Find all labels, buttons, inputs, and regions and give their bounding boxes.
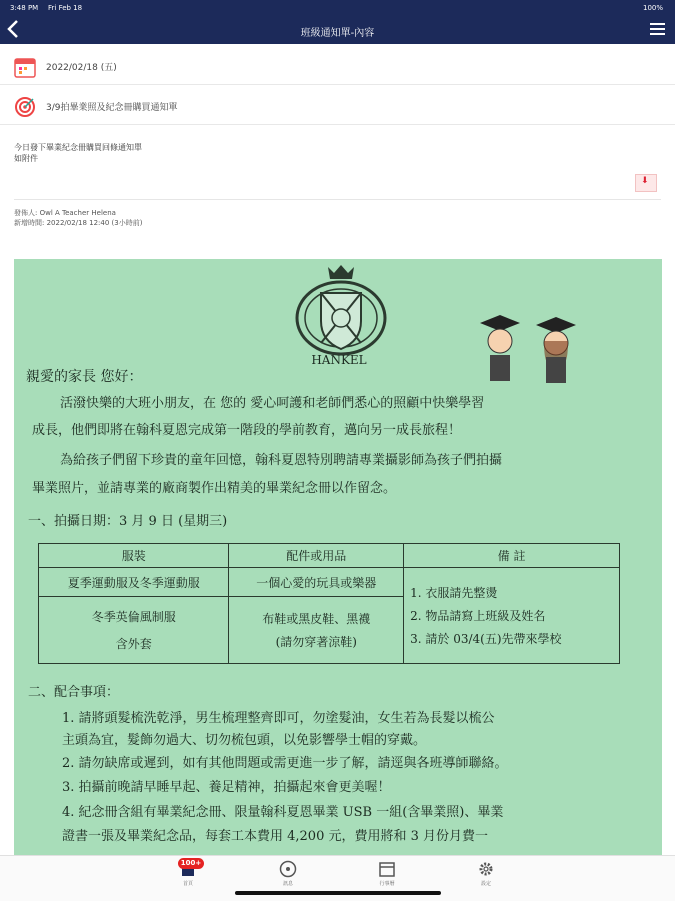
tab-label: 首頁 — [182, 881, 193, 887]
table-cell: 一個心愛的玩具或樂器 — [229, 568, 404, 597]
cell-line: (請勿穿著涼鞋) — [275, 635, 357, 649]
letter-greeting: 親愛的家長 您好： — [26, 369, 143, 385]
section-heading: 二、配合事項： — [28, 685, 120, 700]
calendar-icon — [14, 56, 34, 76]
table-header: 配件或用品 — [229, 544, 404, 568]
calendar-icon — [378, 860, 396, 878]
table-header-row — [39, 544, 620, 568]
letter-line: 活潑快樂的大班小朋友，在 您的 愛心呵護和老師們悉心的照顧中快樂學習 — [60, 396, 485, 411]
school-crest-logo — [286, 263, 396, 363]
attachment-icon: ⬇ — [641, 176, 649, 186]
cell-line: 布鞋或黑皮鞋、黑襪 — [262, 612, 371, 626]
table-cell — [39, 597, 229, 664]
notice-table — [38, 543, 620, 664]
section-heading: 一、拍攝日期：3 月 9 日 (星期三) — [28, 514, 228, 529]
created-time: 新增時間: 2022/02/18 12:40 (3小時前) — [14, 219, 143, 227]
target-icon — [14, 96, 34, 116]
tab-label: 訊息 — [282, 881, 293, 887]
status-time: 3:48 PM — [10, 4, 39, 12]
notice-date: 2022/02/18 (五) — [46, 63, 117, 73]
note-line: 2. 物品請寫上班級及姓名 — [410, 609, 546, 623]
item-line: 主頭為宜，髮飾勿過大、切勿梳包頭，以免影響學士帽的穿戴。 — [62, 733, 427, 748]
body-line: 如附件 — [14, 154, 38, 163]
graduates-illustration — [474, 311, 594, 391]
menu-button[interactable] — [650, 23, 665, 38]
item-line: 2. 請勿缺席或遲到，如有其他問題或需更進一步了解，請逕與各班導師聯絡。 — [62, 756, 508, 771]
school-name: HANKEL — [311, 353, 367, 367]
attachment-image[interactable] — [14, 259, 662, 855]
tab-settings[interactable] — [456, 860, 516, 887]
nav-bar — [0, 16, 675, 44]
notification-badge: 100+ — [178, 858, 204, 869]
table-row — [39, 568, 620, 597]
status-date: Fri Feb 18 — [48, 4, 83, 12]
note-line: 1. 衣服請先整燙 — [410, 586, 498, 600]
tab-calendar[interactable] — [357, 860, 417, 887]
letter-line: 畢業照片，並請專業的廠商製作出精美的畢業紀念冊以作留念。 — [32, 481, 397, 496]
gear-icon — [477, 860, 495, 878]
body-line: 今日發下畢業紀念冊購買回條通知單 — [14, 143, 142, 152]
sender: 發佈人: Owl A Teacher Helena — [14, 209, 116, 217]
notice-body — [14, 142, 142, 164]
notice-subject: 3/9拍畢業照及紀念冊購買通知單 — [46, 103, 178, 113]
table-cell-notes — [404, 568, 620, 664]
home-indicator — [235, 891, 441, 895]
tab-label: 設定 — [480, 881, 491, 887]
cell-line: 冬季英倫風制服 — [91, 610, 176, 624]
attachment-button[interactable] — [635, 174, 657, 192]
date-row — [0, 48, 675, 85]
item-line: 1. 請將頭髮梳洗乾淨，男生梳理整齊即可，勿塗髮油，女生若為長髮以梳公 — [62, 711, 495, 726]
cell-line: 含外套 — [115, 637, 152, 651]
status-battery: 100% — [642, 4, 663, 12]
tab-label: 行事曆 — [379, 881, 395, 887]
divider — [14, 199, 661, 200]
table-header: 備 註 — [404, 544, 620, 568]
status-bar — [0, 0, 675, 16]
letter-line: 為給孩子們留下珍貴的童年回憶，翰科夏恩特別聘請專業攝影師為孩子們拍攝 — [60, 453, 503, 468]
table-header: 服裝 — [39, 544, 229, 568]
note-line: 3. 請於 03/4(五)先帶來學校 — [410, 632, 562, 646]
item-line: 3. 拍攝前晚請早睡早起、養足精神，拍攝起來會更美喔！ — [62, 780, 391, 795]
table-cell — [229, 597, 404, 664]
item-line: 4. 紀念冊含組有畢業紀念冊、限量翰科夏恩畢業 USB 一組(含畢業照)、畢業 — [62, 805, 504, 820]
table-cell: 夏季運動服及冬季運動服 — [39, 568, 229, 597]
page-title: 班級通知單-內容 — [300, 28, 375, 39]
notice-meta — [14, 208, 142, 228]
chat-icon — [279, 860, 297, 878]
letter-line: 成長，他們即將在翰科夏恩完成第一階段的學前教育，邁向另一成長旅程！ — [32, 423, 462, 438]
tab-messages[interactable] — [258, 860, 318, 887]
subject-row — [0, 88, 675, 125]
item-line: 證書一張及畢業紀念品，每套工本費用 4,200 元，費用將和 3 月份月費一 — [62, 829, 489, 844]
hamburger-icon — [650, 23, 665, 25]
